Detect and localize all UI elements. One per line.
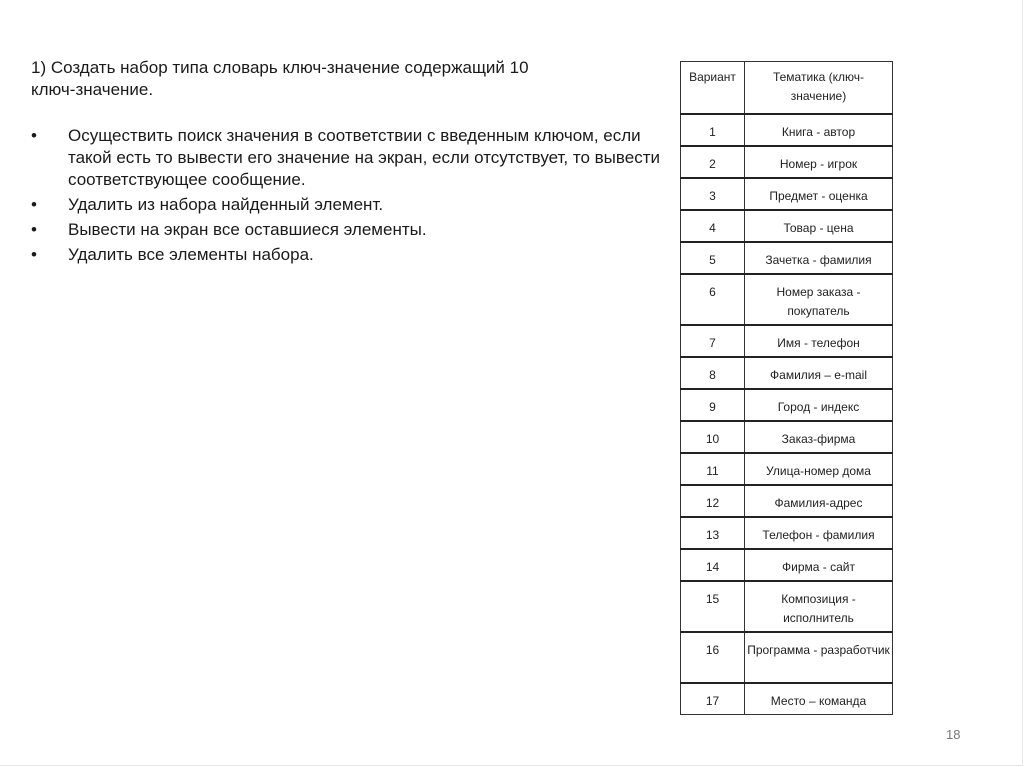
task-item [31,194,671,216]
table-row [681,517,893,549]
topic-cell: Заказ-фирма [745,421,893,453]
page-number: 18 [946,727,961,742]
table-row [681,421,893,453]
topic-cell: Композиция - исполнитель [745,581,893,632]
variant-cell: 17 [681,683,745,715]
variants-table [680,61,893,715]
variant-cell: 7 [681,325,745,357]
table-row [681,581,893,632]
topic-cell: Номер - игрок [745,146,893,178]
table-row [681,325,893,357]
variant-cell: 1 [681,114,745,146]
variant-cell: 12 [681,485,745,517]
variant-cell: 8 [681,357,745,389]
topic-cell: Улица-номер дома [745,453,893,485]
topic-cell: Программа - разработчик [745,632,893,683]
variant-cell: 10 [681,421,745,453]
topic-cell: Фамилия – e-mail [745,357,893,389]
table-header-row [681,62,893,115]
variant-cell: 6 [681,274,745,325]
table-row [681,549,893,581]
bullet-icon: • [31,126,37,145]
table-row [681,210,893,242]
header-variant: Вариант [681,62,745,115]
table-row [681,146,893,178]
variant-cell: 11 [681,453,745,485]
topic-cell: Номер заказа - покупатель [745,274,893,325]
bullet-icon: • [31,220,37,239]
task-item [31,125,671,191]
variant-cell: 14 [681,549,745,581]
variant-cell: 4 [681,210,745,242]
variant-cell: 5 [681,242,745,274]
variant-cell: 9 [681,389,745,421]
topic-cell: Место – команда [745,683,893,715]
task-item-text: Удалить из набора найденный элемент. [68,195,384,214]
table-row [681,357,893,389]
topic-cell: Товар - цена [745,210,893,242]
bullet-icon: • [31,195,37,214]
table-row [681,389,893,421]
table-row [681,114,893,146]
topic-cell: Предмет - оценка [745,178,893,210]
header-topic: Тематика (ключ-значение) [745,62,893,115]
task-heading: 1) Создать набор типа словарь ключ-значение содержащий 10 ключ-значение. [31,58,529,99]
task-item [31,219,671,241]
table-row [681,178,893,210]
variant-cell: 16 [681,632,745,683]
table-row [681,242,893,274]
bullet-icon: • [31,245,37,264]
topic-cell: Имя - телефон [745,325,893,357]
topic-cell: Телефон - фамилия [745,517,893,549]
variant-cell: 2 [681,146,745,178]
topic-cell: Книга - автор [745,114,893,146]
variant-cell: 15 [681,581,745,632]
variant-cell: 13 [681,517,745,549]
topic-cell: Фирма - сайт [745,549,893,581]
variant-cell: 3 [681,178,745,210]
topic-cell: Зачетка - фамилия [745,242,893,274]
table-row [681,274,893,325]
task-item [31,244,671,266]
table-row [681,453,893,485]
topic-cell: Фамилия-адрес [745,485,893,517]
task-item-text: Осуществить поиск значения в соответствии с введенным ключом, если такой есть то вывести его значение на экран, если отсутствует, то вывести соответствующее сообщение. [68,126,660,189]
task-description [31,57,671,269]
table-row [681,683,893,715]
topic-cell: Город - индекс [745,389,893,421]
table-row [681,485,893,517]
task-item-text: Удалить все элементы набора. [68,245,314,264]
table-row [681,632,893,683]
task-item-text: Вывести на экран все оставшиеся элементы. [68,220,427,239]
task-list [31,125,671,266]
